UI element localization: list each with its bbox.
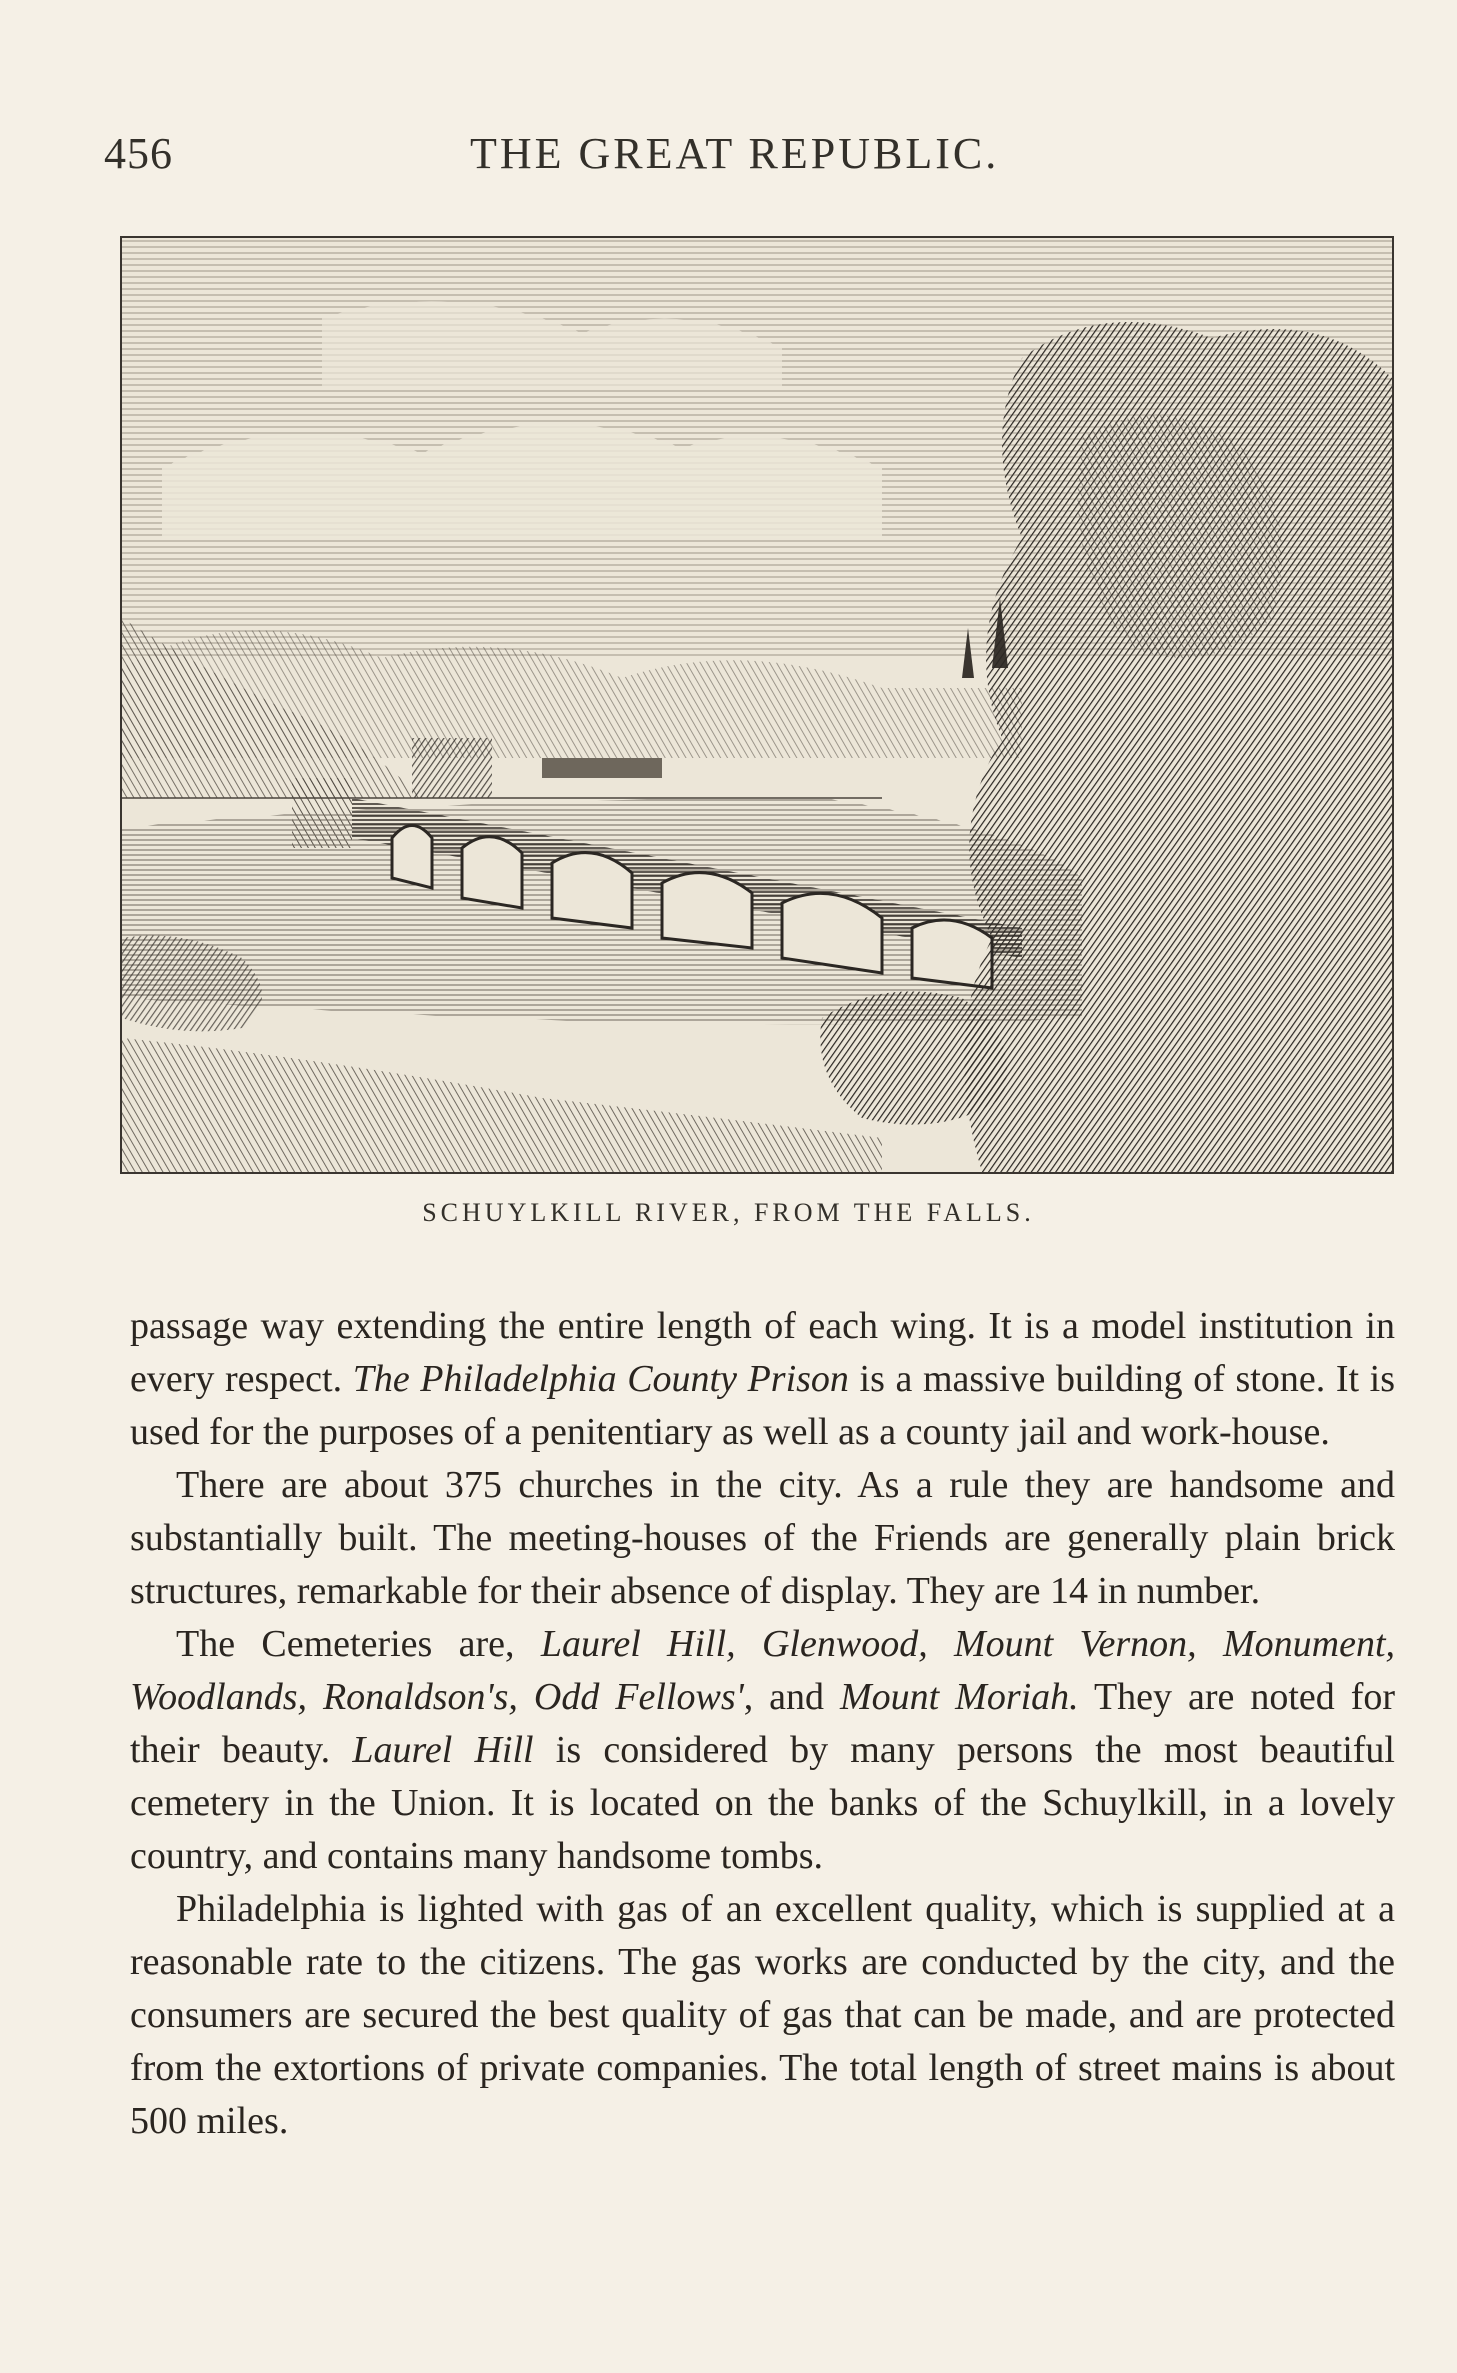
text-run: is a massive building of stone. It is used for the purposes of a penitentiary as well as a county jail and work-house. xyxy=(130,1358,1395,1453)
text-run: There are about 375 churches in the city. As a rule they are handsome and substantially built. The meeting-houses of the Friends are generally plain brick structures, remarkable for their absence of display. They are 14 in number. xyxy=(130,1464,1395,1612)
italic-text-run: Mount Moriah. xyxy=(840,1676,1079,1718)
text-run: The Cemeteries are, xyxy=(176,1623,541,1665)
text-run: passage way extending the entire length of each wing. It is a model institution in every respect. xyxy=(130,1305,1395,1400)
running-head: THE GREAT REPUBLIC. xyxy=(470,129,1000,178)
paragraph xyxy=(130,1300,1395,1459)
italic-text-run: Laurel Hill, Glenwood, Mount Vernon, Monument, Woodlands, Ronaldson's, Odd Fellows' xyxy=(130,1623,1395,1718)
text-run: , and xyxy=(743,1676,841,1718)
text-run: They are noted for their beauty. xyxy=(130,1676,1395,1771)
italic-text-run: Laurel Hill xyxy=(352,1729,534,1771)
engraving-illustration xyxy=(120,236,1394,1174)
illustration-caption: SCHUYLKILL RIVER, FROM THE FALLS. xyxy=(422,1198,1035,1227)
page-number: 456 xyxy=(104,129,173,178)
text-run: is considered by many persons the most beautiful cemetery in the Union. It is located on the banks of the Schuylkill, in a lovely country, and contains many handsome tombs. xyxy=(130,1729,1395,1877)
page-header xyxy=(0,128,1457,188)
paragraph xyxy=(130,1459,1395,1618)
text-run: Philadelphia is lighted with gas of an excellent quality, which is supplied at a reasonable rate to the citizens. The gas works are conducted by the city, and the consumers are secured the best quality of gas that can be made, and are protected from the extortions of private companies. The total length of street mains is about 500 miles. xyxy=(130,1888,1395,2142)
body-text xyxy=(130,1300,1395,2148)
italic-text-run: The Philadelphia County Prison xyxy=(352,1358,849,1400)
paragraph xyxy=(130,1883,1395,2148)
paragraph xyxy=(130,1618,1395,1883)
